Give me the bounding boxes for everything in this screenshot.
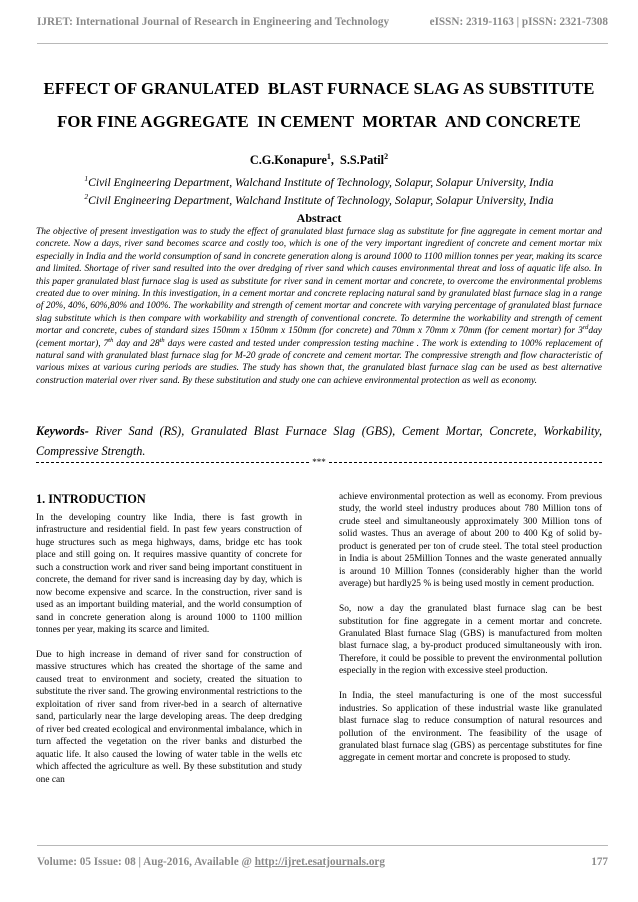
journal-link[interactable]: http://ijret.esatjournals.org — [254, 856, 385, 868]
keywords — [36, 421, 602, 461]
title-line-2: FOR FINE AGGREGATE IN CEMENT MORTAR AND CONCRETE — [57, 112, 581, 131]
author-1-sup: 1 — [326, 152, 331, 161]
footer-volume: Volume: 05 Issue: 08 | Aug-2016, Available @ http://ijret.esatjournals.org — [37, 856, 385, 868]
affiliations — [30, 172, 608, 209]
abstract-text: The objective of present investigation was to study the effect of granulated blast furnace slag as substitute for fine aggregate in cement mortar and concrete. Now a days, river sand becomes scarce and costly too, which is one of the very important ingredient of concrete and cement mortar mix especially in India and the world consumption of sand in concrete generation along is around 1000 to 1100 million tonnes per year, making its scarce and limited. Shortage of river sand resulted into the over dredging of river sand which causes environmental threat and loss of aquatic life also. In this paper granulated blast furnace slag is used as substitute for river sand in cement mortar and concrete, to overcome the environmental problems created due to over mining. In this investigation, in a cement mortar and concrete replacing natural sand by granulated blast furnace slag in a range of 20%, 40%, 60%,80% and 100%. The workability and strength of cement mortar and concrete with varying percentage of granulated blast furnace slag substitute which is then compare with workability and strength of conventional concrete. To determine the workability and strength of cement mortar and concrete, cubes of standard sizes 150mm x 150mm x 150mm (for concrete) and 70mm x 70mm x 70mm (for cement mortar) for 3rdday (cement mortar), 7th day and 28th days were casted and tested under compression testing machine . The work is extending to 100% replacement of natural sand with granulated blast furnace slag for M-20 grade of concrete and cement mortar. The compressive strength and flow characteristic of various mixes at various curing periods are studies. The study has shown that, the granulated blast furnace slag can be used as best alternative construction material over river sand. By these substitution and study one can achieve environmental protection as well as economy. — [36, 227, 602, 386]
keywords-label: Keywords- — [36, 424, 89, 438]
left-column — [36, 512, 302, 798]
body-paragraph: achieve environmental protection as well as economy. From previous study, the world steel industry produces about 780 Million tons of crude steel and simultaneously approximately 300 Million tons of solid wastes. Thus an average of about 200 to 400 Kg of solid by-product is generated per ton of crude steel. The total steel production in India is about 25Million Tonnes and the waste generated annually is around 10 Million Tonnes (considerably higher than the world average) but hardly25 % is being used mostly in cement production. — [339, 492, 602, 590]
issn-info: eISSN: 2319-1163 | pISSN: 2321-7308 — [429, 16, 608, 28]
paper-title — [30, 72, 608, 138]
separator-stars: *** — [312, 457, 326, 467]
body-paragraph: Due to high increase in demand of river sand for construction of massive structures which has created the shortage of the same and caused treat to environment and society, created the situation to substitute the river sand. The growing environmental restrictions to the exploitation of river sand from river-bed in a search of alternative sand, particularly near the large developing areas. The deep dredging of river bed created ecological and environmental imbalance, which in turn affected the vegetation on the river banks and disturbed the aquatic life. It also caused the lowing of water table in the wells etc which affected the agriculture as well. By these substitution and study one can — [36, 649, 302, 785]
section-heading: 1. INTRODUCTION — [36, 492, 146, 506]
page-number: 177 — [591, 856, 608, 868]
affiliation-1: $^1$Civil Engineering Department, Walchand Institute of Technology, Solapur, Solapur University, India — [84, 174, 554, 189]
separator-dashes-right — [329, 462, 602, 463]
page-header — [37, 12, 608, 44]
authors: C.G.Konapure$^1$, S.S.Patil$^2$ — [249, 152, 389, 168]
right-column — [339, 491, 602, 777]
body-paragraph: So, now a day the granulated blast furnace slag can be best substitution for fine aggregate in a cement mortar and concrete. Granulated Blast furnace Slag (GBS) is manufactured from molten blast furnace slag, a by-product produced simultaneously with iron. Therefore, it could be possible to prevent the environmental pollution especially in the region with excessive steel production. — [339, 604, 602, 677]
body-paragraph: In India, the steel manufacturing is one of the most successful industries. So application of these industrial waste like granulated blast furnace slag to reduce consumption of natural resources and pollution of the environment. The feasibility of the usage of granulated blast furnace slag (GBS) as percentage substitutes for fine aggregate in cement mortar and concrete is proposed to study. — [339, 691, 602, 764]
page-footer — [37, 845, 608, 877]
keywords-text: River Sand (RS), Granulated Blast Furnace Slag (GBS), Cement Mortar, Concrete, Workability, Compressive Strength. — [36, 424, 602, 458]
body-paragraph: In the developing country like India, there is fast growth in infrastructure and residential field. In past few years construction of huge structures such as mega highways, dams, bridge etc has took place and still going on. It requires massive quantity of concrete for such a construction work and river sand being important constituent in concrete, the demand for river sand is increasing day by day, which is now become expensive and scarce. In the construction, river sand is used as an important building material, and the world consumption of sand in concrete generation along is around 1000 to 1100 million tonnes per year, making its scarce and limited. — [36, 513, 302, 636]
affiliation-2: $^2$Civil Engineering Department, Walchand Institute of Technology, Solapur, Solapur University, India — [84, 192, 554, 208]
section-separator — [36, 456, 602, 468]
journal-name: IJRET: International Journal of Research in Engineering and Technology — [37, 16, 390, 28]
author-1: C.G.Konapure — [249, 153, 327, 168]
author-2-sup: 2 — [384, 152, 389, 161]
abstract-heading: Abstract — [296, 211, 342, 225]
separator-dashes-left — [36, 462, 309, 463]
author-2: S.S.Patil — [340, 153, 385, 168]
title-line-1: EFFECT OF GRANULATED BLAST FURNACE SLAG AS SUBSTITUTE — [43, 79, 595, 98]
